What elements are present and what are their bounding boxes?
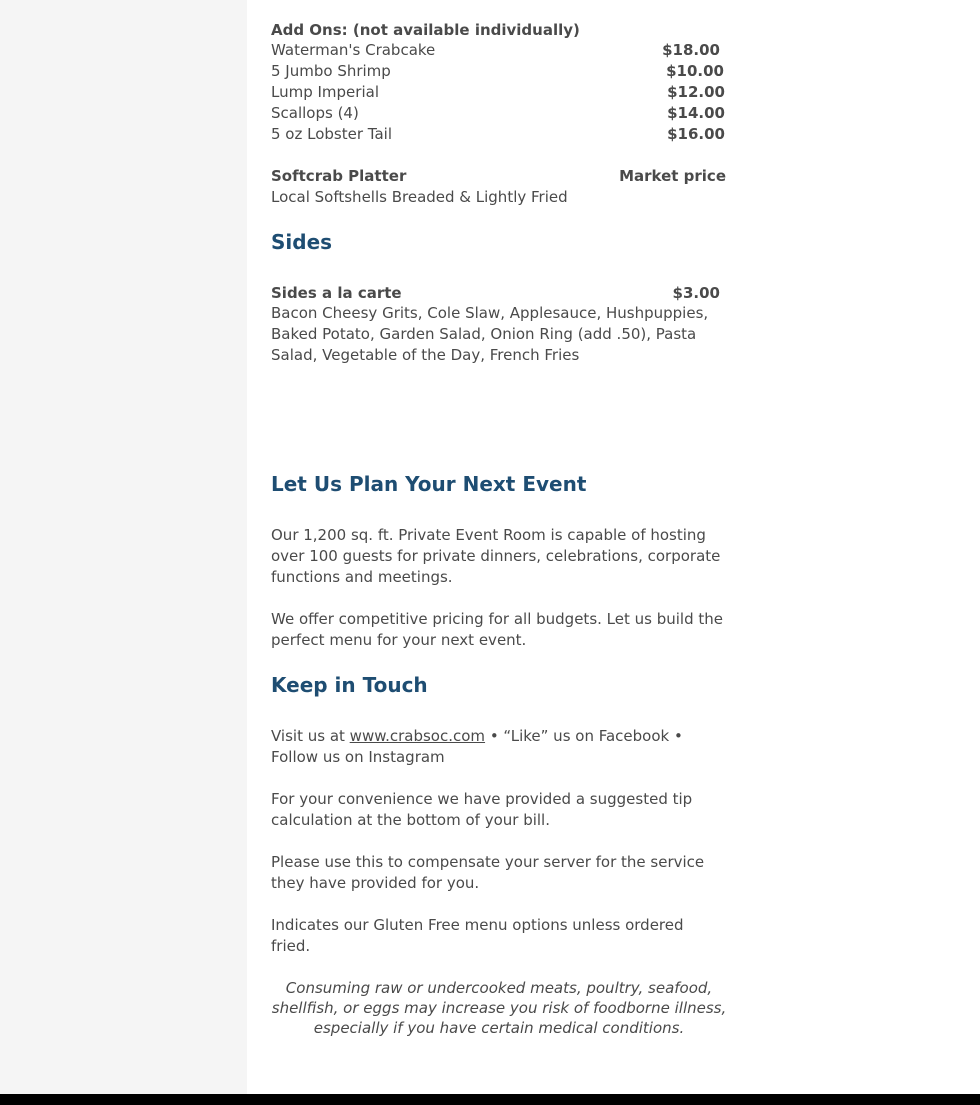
- menu-item-name: Lump Imperial: [271, 83, 379, 101]
- sides-price: $3.00: [672, 284, 720, 302]
- left-sidebar: [0, 0, 247, 1094]
- website-link[interactable]: www.crabsoc.com: [349, 727, 486, 745]
- menu-item-price: $14.00: [667, 104, 725, 122]
- softcrab-row: [271, 166, 726, 187]
- menu-item-name: Scallops (4): [271, 104, 359, 122]
- menu-item-row: [271, 61, 724, 82]
- sides-row: [271, 283, 720, 304]
- menu-item-name: 5 oz Lobster Tail: [271, 125, 392, 143]
- addons-heading: Add Ons: (not available individually): [271, 21, 580, 39]
- menu-item-name: 5 Jumbo Shrimp: [271, 62, 391, 80]
- menu-item-price: $12.00: [667, 83, 725, 101]
- menu-item-price: $18.00: [662, 41, 720, 59]
- menu-item-row: [271, 124, 725, 145]
- menu-item-row: [271, 82, 725, 103]
- sides-description: Bacon Cheesy Grits, Cole Slaw, Applesauce, Hushpuppies, Baked Potato, Garden Salad, Onion Ring (add .50), Pasta Salad, Vegetable of the Day, French Fries: [271, 304, 709, 364]
- visit-suffix: • “Like” us on Facebook • Follow us on Instagram: [271, 727, 683, 766]
- tip-paragraph: For your convenience we have provided a suggested tip calculation at the bottom of your bill.: [271, 790, 693, 829]
- visit-prefix: Visit us at: [271, 727, 350, 745]
- menu-item-row: [271, 40, 720, 61]
- events-pricing-paragraph: We offer competitive pricing for all budgets. Let us build the perfect menu for your next event.: [271, 610, 723, 649]
- sides-heading: Sides: [271, 230, 333, 254]
- softcrab-price: Market price: [619, 167, 726, 185]
- bottom-bar: [0, 1094, 980, 1105]
- menu-item-name: Waterman's Crabcake: [271, 41, 436, 59]
- menu-item-price: $10.00: [666, 62, 724, 80]
- gluten-free-note: Indicates our Gluten Free menu options unless ordered fried.: [271, 916, 684, 955]
- menu-item-row: [271, 103, 725, 124]
- compensate-paragraph: Please use this to compensate your server for the service they have provided for you.: [271, 853, 705, 892]
- visit-paragraph: [271, 726, 727, 768]
- softcrab-name: Softcrab Platter: [271, 167, 407, 185]
- food-safety-disclaimer: Consuming raw or undercooked meats, poultry, seafood, shellfish, or eggs may increase you risk of foodborne illness, especially if you have certain medical conditions.: [271, 979, 727, 1037]
- menu-item-price: $16.00: [667, 125, 725, 143]
- sides-name: Sides a la carte: [271, 284, 402, 302]
- events-heading: Let Us Plan Your Next Event: [271, 472, 587, 496]
- softcrab-description: Local Softshells Breaded & Lightly Fried: [271, 188, 568, 206]
- contact-heading: Keep in Touch: [271, 673, 428, 697]
- events-paragraph: Our 1,200 sq. ft. Private Event Room is capable of hosting over 100 guests for private dinners, celebrations, corporate functions and meetings.: [271, 526, 721, 586]
